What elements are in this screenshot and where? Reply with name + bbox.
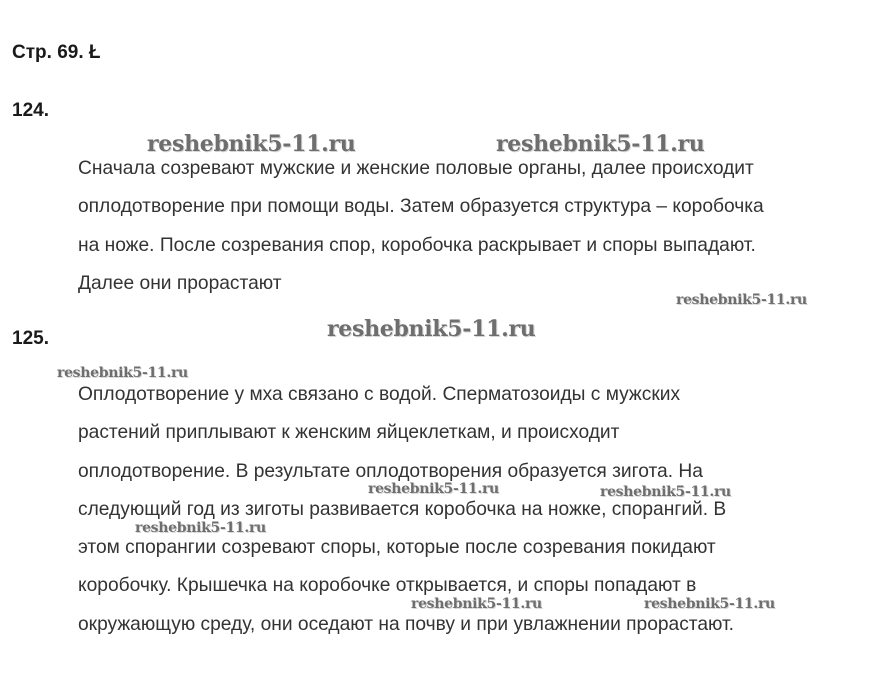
answer-line: Далее они прорастают (78, 272, 282, 294)
answer-line: растений приплывают к женским яйцеклеткам, и происходит (78, 422, 620, 444)
watermark: reshebnik5-11.ru (135, 520, 266, 536)
watermark: reshebnik5-11.ru (600, 484, 731, 500)
watermark: reshebnik5-11.ru (57, 365, 188, 381)
answer-line: Оплодотворение у мха связано с водой. Сперматозоиды с мужских (78, 384, 681, 405)
watermark: reshebnik5-11.ru (147, 131, 356, 157)
answer-line: этом спорангии созревают споры, которые после созревания покидают (78, 537, 716, 559)
task-number: 125. (12, 328, 49, 349)
watermark: reshebnik5-11.ru (496, 131, 705, 157)
task-answer-text (78, 150, 868, 303)
task-number: 124. (12, 100, 49, 121)
watermark: reshebnik5-11.ru (644, 596, 775, 612)
answer-line: оплодотворение при помощи воды. Затем образуется структура – коробочка (78, 196, 764, 218)
watermark: reshebnik5-11.ru (411, 596, 542, 612)
watermark: reshebnik5-11.ru (368, 481, 499, 497)
answer-line: на ноже. После созревания спор, коробочка раскрывает и споры выпадают. (78, 234, 756, 256)
answer-line: окружающую среду, они оседают на почву и при увлажнении прорастают. (78, 613, 735, 635)
answer-line: коробочку. Крышечка на коробочке открывается, и споры попадают в (78, 575, 697, 597)
watermark: reshebnik5-11.ru (676, 292, 807, 308)
page-heading: Стр. 69. Ł (12, 42, 101, 63)
answer-line: оплодотворение. В результате оплодотворения образуется зигота. На (78, 460, 703, 482)
answer-line: следующий год из зиготы развивается коробочка на ножке, спорангий. В (78, 498, 727, 520)
watermark: reshebnik5-11.ru (327, 316, 536, 342)
answer-line: Сначала созревают мужские и женские половые органы, далее происходит (78, 158, 754, 179)
